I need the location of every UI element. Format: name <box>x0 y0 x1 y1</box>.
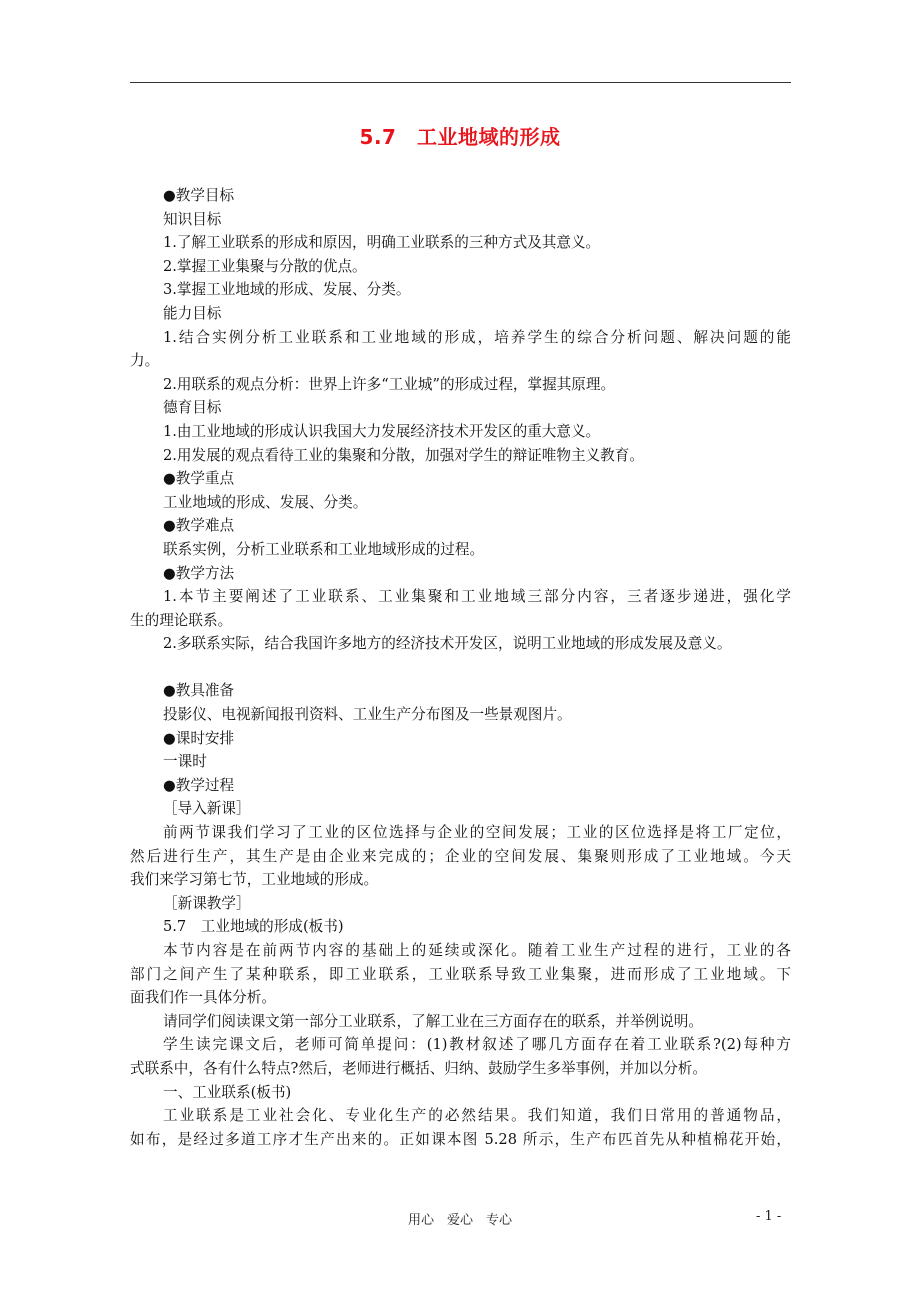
text-line: ●教具准备 <box>163 682 235 700</box>
text-line: 面我们作一具体分析。 <box>130 989 276 1007</box>
text-line: ●教学过程 <box>163 776 235 794</box>
text-line: 一、工业联系(板书) <box>163 1083 292 1101</box>
text-line: 式联系中，各有什么特点?然后，老师进行概括、归纳、鼓励学生多举事例，并加以分析。 <box>130 1059 707 1077</box>
text-line: ●教学方法 <box>163 564 235 582</box>
text-line: 2.用联系的观点分析：世界上许多“工业城”的形成过程，掌握其原理。 <box>163 375 616 393</box>
text-line: 德育目标 <box>163 399 222 417</box>
text-line: 1.结合实例分析工业联系和工业地域的形成，培养学生的综合分析问题、解决问题的能 <box>163 328 791 346</box>
text-line: 2.多联系实际，结合我国许多地方的经济技术开发区，说明工业地域的形成发展及意义。 <box>163 635 732 653</box>
text-line: 1.了解工业联系的形成和原因，明确工业联系的三种方式及其意义。 <box>163 234 601 252</box>
text-line: ［新课教学］ <box>163 894 251 912</box>
document-body <box>130 184 791 1151</box>
text-line: 部门之间产生了某种联系，即工业联系，工业联系导致工业集聚，进而形成了工业地域。下 <box>130 965 791 983</box>
text-line: ［导入新课］ <box>163 800 251 818</box>
text-line: 前两节课我们学习了工业的区位选择与企业的空间发展；工业的区位选择是将工厂定位， <box>163 824 791 842</box>
text-line: 如布，是经过多道工序才生产出来的。正如课本图 5.28 所示，生产布匹首先从种植棉花开始， <box>130 1130 791 1148</box>
text-line: 工业联系是工业社会化、专业化生产的必然结果。我们知道，我们日常用的普通物品， <box>163 1107 791 1125</box>
text-line: ●教学重点 <box>163 470 235 488</box>
text-line: 工业地域的形成、发展、分类。 <box>163 493 368 511</box>
text-line: 能力目标 <box>163 304 222 322</box>
blank-line <box>130 656 791 680</box>
text-line: 本节内容是在前两节内容的基础上的延续或深化。随着工业生产过程的进行，工业的各 <box>163 942 791 959</box>
text-line: ●教学目标 <box>163 187 235 204</box>
text-line: 2.用发展的观点看待工业的集聚和分散，加强对学生的辩证唯物主义教育。 <box>163 446 644 464</box>
text-line: 一课时 <box>163 753 207 771</box>
text-line: 联系实例，分析工业联系和工业地域形成的过程。 <box>163 540 485 558</box>
text-line: ●课时安排 <box>163 729 235 747</box>
text-line: 2.掌握工业集聚与分散的优点。 <box>163 257 367 275</box>
header-rule <box>130 82 791 83</box>
text-line: 知识目标 <box>163 210 222 228</box>
text-line: 投影仪、电视新闻报刊资料、工业生产分布图及一些景观图片。 <box>163 706 572 724</box>
text-line: 1.本节主要阐述了工业联系、工业集聚和工业地域三部分内容，三者逐步递进，强化学 <box>163 588 791 606</box>
footer-motto: 用心 爱心 专心 <box>407 1213 512 1228</box>
text-line: 3.掌握工业地域的形成、发展、分类。 <box>163 281 411 299</box>
text-line: 学生读完课文后，老师可简单提问：(1)教材叙述了哪几方面存在着工业联系?(2)每种方 <box>163 1036 791 1054</box>
page-title: 5.7 工业地域的形成 <box>359 125 561 149</box>
text-line: 力。 <box>130 352 160 370</box>
text-line: 生的理论联系。 <box>130 611 233 629</box>
page-number: - 1 - <box>756 1209 782 1224</box>
text-line: ●教学难点 <box>163 517 235 535</box>
text-line: 1.由工业地域的形成认识我国大力发展经济技术开发区的重大意义。 <box>163 422 601 440</box>
text-line: 5.7 工业地域的形成(板书) <box>163 918 344 936</box>
text-line: 然后进行生产，其生产是由企业来完成的；企业的空间发展、集聚则形成了工业地域。今天 <box>130 847 791 865</box>
text-line: 请同学们阅读课文第一部分工业联系，了解工业在三方面存在的联系，并举例说明。 <box>163 1012 703 1030</box>
text-line: 我们来学习第七节，工业地域的形成。 <box>130 871 379 889</box>
